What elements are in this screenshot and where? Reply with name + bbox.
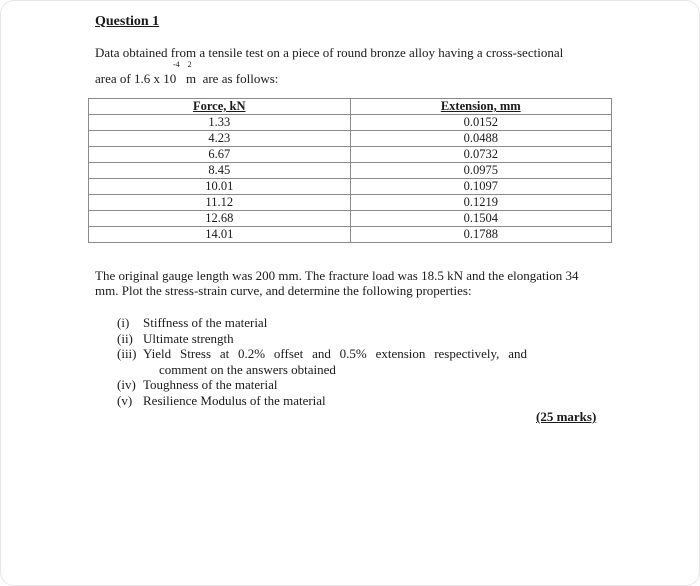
force-cell: 12.68 xyxy=(89,211,351,227)
table-row xyxy=(89,179,612,195)
extension-cell: 0.1219 xyxy=(350,195,612,211)
intro-line-2: area of 1.6 x 10 m are as follows: xyxy=(95,71,279,86)
header-force: Force, kN xyxy=(89,99,351,115)
area-exponents: -4 2 xyxy=(173,60,192,69)
extension-cell: 0.0732 xyxy=(350,147,612,163)
force-cell: 14.01 xyxy=(89,227,351,243)
table-row xyxy=(89,115,612,131)
force-cell: 8.45 xyxy=(89,163,351,179)
table-row xyxy=(89,163,612,179)
tensile-data-table xyxy=(88,98,612,243)
table-row xyxy=(89,227,612,243)
item-text: Toughness of the material xyxy=(143,377,278,392)
question-heading: Question 1 xyxy=(95,14,160,29)
table-row xyxy=(89,147,612,163)
table-row xyxy=(89,211,612,227)
extension-cell: 0.1097 xyxy=(350,179,612,195)
item-text: Stiffness of the material xyxy=(143,315,268,330)
item-text: Resilience Modulus of the material xyxy=(143,392,326,408)
item-text-continuation: comment on the answers obtained xyxy=(159,361,336,377)
extension-cell: 0.0488 xyxy=(350,131,612,147)
list-item xyxy=(117,315,527,331)
item-text: Ultimate strength xyxy=(143,330,234,346)
list-item xyxy=(117,331,527,347)
table-row xyxy=(89,195,612,211)
force-cell: 10.01 xyxy=(89,179,351,195)
extension-cell: 0.1504 xyxy=(350,211,612,227)
item-number: (v) xyxy=(117,392,133,408)
list-item xyxy=(117,346,527,362)
problem-paragraph: The original gauge length was 200 mm. The fracture load was 18.5 kN and the elongation 34 mm. Plot the stress-strain curve, and determine the following properties: xyxy=(95,268,579,298)
item-number: (i) xyxy=(117,315,130,330)
marks-label: (25 marks) xyxy=(536,409,597,424)
table-row xyxy=(89,131,612,147)
table-header-row xyxy=(89,99,612,115)
extension-cell: 0.0152 xyxy=(350,115,612,131)
force-cell: 1.33 xyxy=(89,115,351,131)
list-item xyxy=(117,377,527,393)
extension-cell: 0.0975 xyxy=(350,163,612,179)
extension-cell: 0.1788 xyxy=(350,227,612,243)
item-number: (iv) xyxy=(117,377,136,392)
header-extension: Extension, mm xyxy=(350,99,612,115)
item-text: Yield Stress at 0.2% offset and 0.5% extension respectively, and xyxy=(143,346,527,361)
force-cell: 11.12 xyxy=(89,195,351,211)
force-cell: 4.23 xyxy=(89,131,351,147)
properties-list xyxy=(117,315,527,408)
item-number: (iii) xyxy=(117,346,137,361)
list-item xyxy=(117,393,527,409)
item-number: (ii) xyxy=(117,330,133,346)
force-cell: 6.67 xyxy=(89,147,351,163)
intro-line-1: Data obtained from a tensile test on a piece of round bronze alloy having a cross-sectional xyxy=(95,45,564,60)
